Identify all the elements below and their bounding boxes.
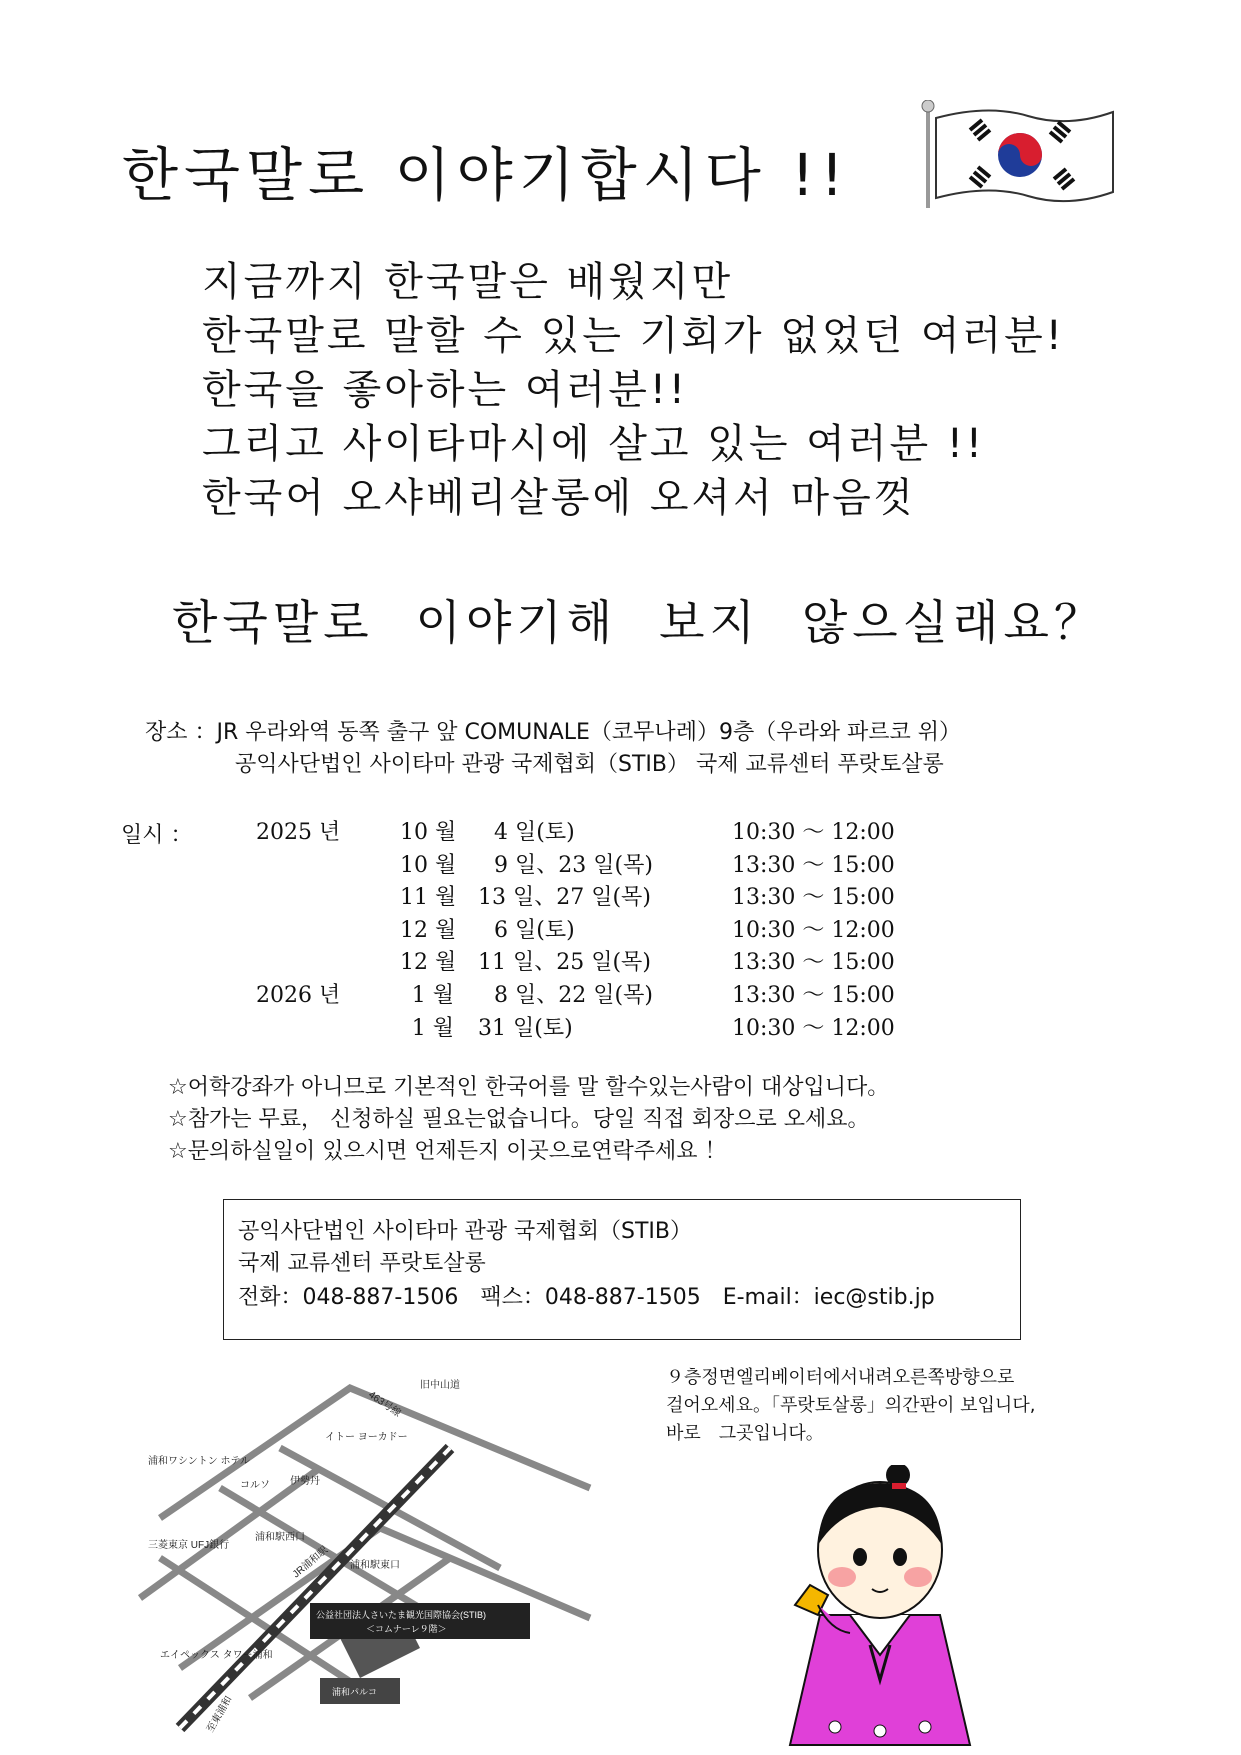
schedule-time: 10:30 ～ 12:00 [732,820,895,845]
schedule-days: 6 일(토) [494,917,575,943]
schedule-month: 10 월 [400,820,457,845]
contact-phone-email: 전화：048-887-1506 팩스：048-887-1505 E-mail：iec@stib.jp [238,1285,935,1310]
map-label: 伊勢丹 [290,1476,320,1487]
map-label: ＜コムナーレ９階＞ [366,1624,447,1634]
note-item: ☆문의하실일이 있으시면 언제든지 이곳으로연락주세요 ！ [168,1139,727,1164]
map-label: 463号線 [366,1389,403,1420]
schedule-days: 11 일、25 일(목) [478,950,651,976]
notes [168,1072,889,1168]
intro-line: 한국말로 말할 수 있는 기회가 없었던 여러분! [202,313,1065,359]
schedule-days: 31 일(토) [478,1015,573,1041]
direction-line: ９층정면엘리베이터에서내려오른쪽방향으로 [666,1367,1015,1388]
place-info [145,717,961,781]
korean-flag-icon [918,100,1118,210]
intro-text [202,255,1065,525]
schedule-month: 10 월 [400,852,457,878]
schedule-time: 10:30 ～ 12:00 [732,1015,895,1041]
contact-box [223,1199,1021,1340]
intro-line: 한국어 오샤베리살롱에 오셔서 마음껏 [202,475,916,521]
schedule-year: 2025 년 [256,820,341,845]
map-label: JR浦和駅 [290,1544,331,1581]
map-label: 浦和駅西口 [255,1532,305,1543]
map-label: エイペックス タワー浦和 [160,1650,273,1661]
note-item: ☆어학강좌가 아니므로 기본적인 한국어를 말 할수있는사람이 대상입니다。 [168,1075,890,1100]
schedule-month: 1 월 [411,1015,454,1041]
schedule-days: 8 일、22 일(목) [494,982,653,1008]
place-line: 공익사단법인 사이타마 관광 국제협회（STIB） 국제 교류센터 푸랏토살롱 [235,752,944,777]
schedule-days: 9 일、23 일(목) [494,852,653,878]
map-label: 三菱東京 UFJ銀行 [148,1540,230,1551]
map-label: 旧中山道 [420,1380,460,1391]
contact-center: 국제 교류센터 푸랏토살롱 [238,1251,486,1276]
map-label: 浦和パルコ [332,1687,378,1697]
schedule-month: 11 월 [400,885,457,911]
place-line: 장소 ：JR 우라와역 동쪽 출구 앞 COMUNALE（코무나레）9층（우라와 파르코 위） [145,720,961,745]
intro-line: 한국을 좋아하는 여러분!! [202,367,688,413]
contact-org: 공익사단법인 사이타마 관광 국제협회（STIB） [238,1219,692,1244]
schedule-time: 13:30 ～ 15:00 [732,982,895,1008]
schedule-month: 1 월 [411,982,454,1008]
intro-line: 그리고 사이타마시에 살고 있는 여러분 !! [202,421,985,467]
headline-question: 한국말로 이야기해 보지 않으실래요？ [172,596,1106,651]
directions [666,1364,1035,1448]
map-label: コルソ [240,1480,270,1491]
direction-line: 걸어오세요。「푸랏토살롱」의간판이 보입니다, [666,1395,1036,1416]
schedule-time: 13:30 ～ 15:00 [732,950,895,976]
map-label: 公益社団法人さいたま観光国際協会(STIB) [316,1610,486,1620]
schedule-month: 12 월 [400,917,457,943]
schedule-year: 2026 년 [256,982,341,1008]
map-label: 浦和ワシントン ホテル [148,1456,251,1467]
hanbok-girl-illustration [780,1465,980,1750]
schedule-time: 13:30 ～ 15:00 [732,885,895,911]
map-label: 至東浦和 [205,1694,235,1735]
schedule-label: 일시 ： [121,823,193,848]
map-label: 浦和駅東口 [350,1560,400,1571]
access-map [120,1368,600,1738]
schedule-time: 13:30 ～ 15:00 [732,852,895,878]
map-label: イトー ヨーカドー [325,1432,408,1443]
schedule-days: 4 일(토) [494,820,575,845]
schedule-month: 12 월 [400,950,457,976]
direction-line: 바로 그곳입니다。 [666,1423,824,1444]
page-title: 한국말로 이야기합시다 !! [122,141,850,209]
note-item: ☆참가는 무료， 신청하실 필요는없습니다。당일 직접 회장으로 오세요。 [168,1107,870,1132]
intro-line: 지금까지 한국말은 배웠지만 [202,259,734,305]
schedule-days: 13 일、27 일(목) [478,885,651,911]
schedule-time: 10:30 ～ 12:00 [732,917,895,943]
